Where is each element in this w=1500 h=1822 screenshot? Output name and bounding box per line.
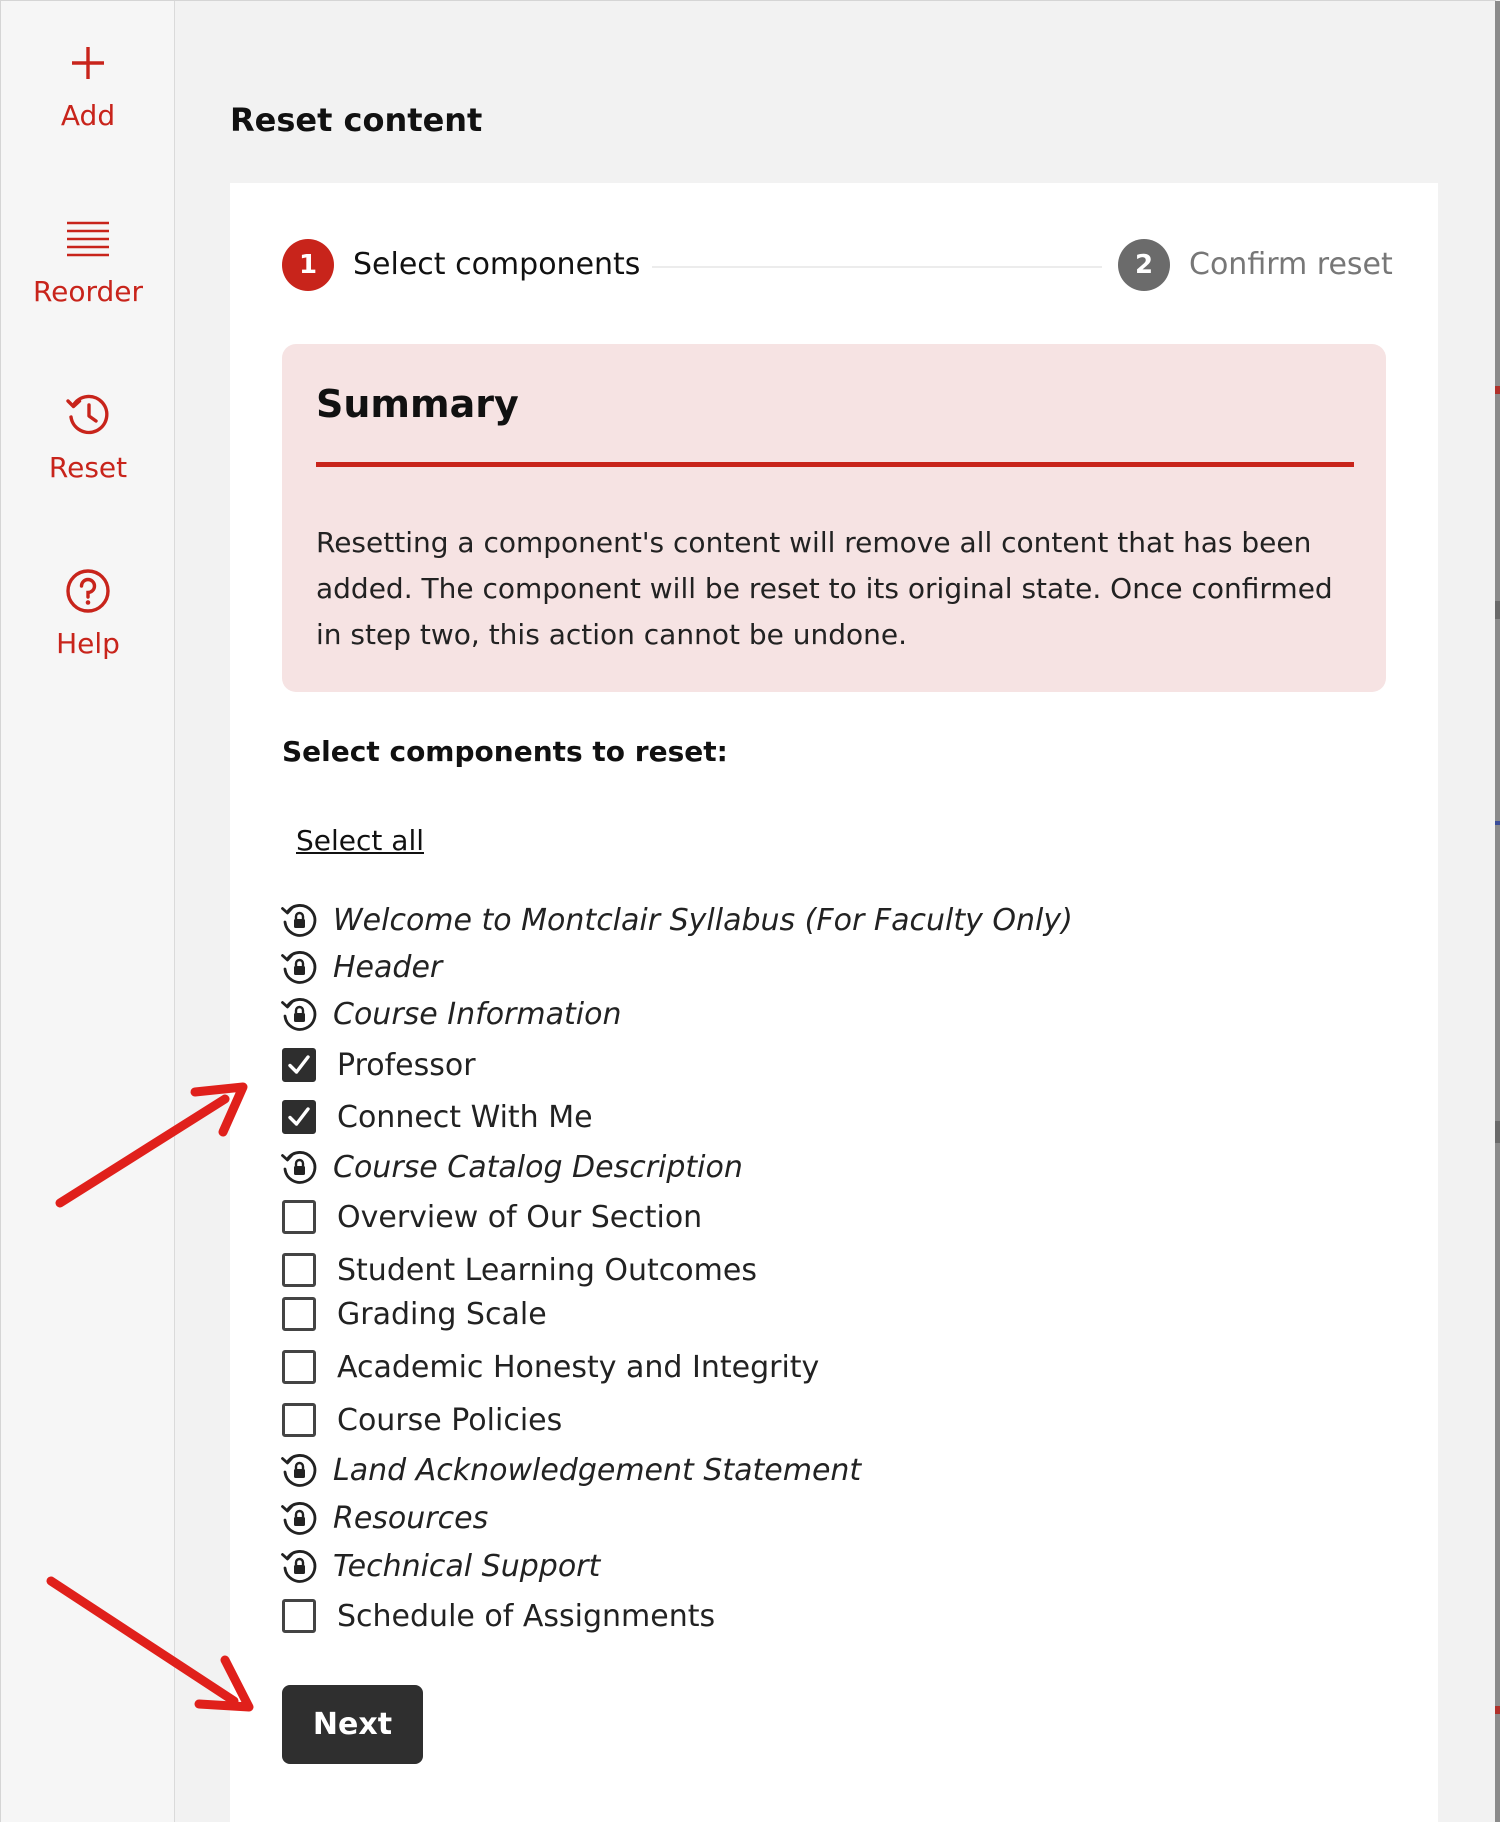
component-row xyxy=(282,947,442,987)
sidebar xyxy=(1,1,175,1822)
component-row[interactable] xyxy=(282,1097,593,1137)
page-title: Reset content xyxy=(230,101,483,139)
component-label: Connect With Me xyxy=(337,1099,593,1135)
component-label: Overview of Our Section xyxy=(337,1199,703,1235)
component-row xyxy=(282,1546,600,1586)
component-label: Resources xyxy=(333,1500,489,1536)
step-1-badge: 1 xyxy=(282,239,334,291)
component-label: Professor xyxy=(337,1047,476,1083)
locked-reset-icon xyxy=(279,1147,319,1187)
locked-reset-icon xyxy=(279,947,319,987)
sidebar-item-reset[interactable] xyxy=(1,391,175,485)
checkbox[interactable] xyxy=(282,1253,316,1287)
checkmark-icon xyxy=(286,1104,312,1130)
checkbox[interactable] xyxy=(282,1599,316,1633)
component-row[interactable] xyxy=(282,1197,702,1237)
component-row[interactable] xyxy=(282,1294,547,1334)
step-1-label: Select components xyxy=(353,247,641,282)
locked-reset-icon xyxy=(279,994,319,1034)
component-row xyxy=(282,900,1073,940)
summary-divider xyxy=(316,462,1354,467)
select-all-link[interactable]: Select all xyxy=(296,824,424,857)
component-row[interactable] xyxy=(282,1045,476,1085)
locked-reset-icon xyxy=(279,1450,319,1490)
components-heading: Select components to reset: xyxy=(282,735,728,768)
component-label: Schedule of Assignments xyxy=(337,1598,716,1634)
component-row xyxy=(282,1450,861,1490)
component-label: Welcome to Montclair Syllabus (For Faculty Only) xyxy=(333,902,1073,938)
component-row[interactable] xyxy=(282,1400,562,1440)
stepper-connector xyxy=(652,266,1102,268)
component-label: Course Policies xyxy=(337,1402,563,1438)
sidebar-item-add[interactable] xyxy=(1,39,175,133)
component-label: Student Learning Outcomes xyxy=(337,1252,757,1288)
checkbox[interactable] xyxy=(282,1200,316,1234)
component-row xyxy=(282,1498,488,1538)
component-label: Land Acknowledgement Statement xyxy=(333,1452,862,1488)
history-icon xyxy=(64,391,112,439)
component-label: Technical Support xyxy=(333,1548,601,1584)
component-row[interactable] xyxy=(282,1596,715,1636)
component-row[interactable] xyxy=(282,1347,819,1387)
sidebar-item-label: Reset xyxy=(48,451,128,484)
component-row xyxy=(282,994,621,1034)
locked-reset-icon xyxy=(279,1498,319,1538)
sidebar-item-label: Add xyxy=(60,99,116,132)
component-label: Course Information xyxy=(333,996,622,1032)
next-button[interactable]: Next xyxy=(282,1685,423,1764)
summary-title: Summary xyxy=(316,382,519,426)
summary-text: Resetting a component's content will remove all content that has been added. The component will be reset to its original state. Once confirmed in step two, this action cannot be undone. xyxy=(316,526,1333,651)
step-2-badge: 2 xyxy=(1118,239,1170,291)
component-label: Header xyxy=(333,949,443,985)
checkmark-icon xyxy=(286,1052,312,1078)
component-row[interactable] xyxy=(282,1250,757,1290)
checkbox[interactable] xyxy=(282,1403,316,1437)
locked-reset-icon xyxy=(279,1546,319,1586)
step-2-label: Confirm reset xyxy=(1189,247,1393,282)
sidebar-item-reorder[interactable] xyxy=(1,215,175,309)
sidebar-item-label: Help xyxy=(56,627,120,660)
checkbox[interactable] xyxy=(282,1350,316,1384)
component-label: Grading Scale xyxy=(337,1296,547,1332)
plus-icon xyxy=(64,39,112,87)
component-label: Academic Honesty and Integrity xyxy=(337,1349,820,1385)
list-icon xyxy=(64,215,112,263)
question-circle-icon xyxy=(64,567,112,615)
component-label: Course Catalog Description xyxy=(333,1149,743,1185)
checkbox-checked[interactable] xyxy=(282,1048,316,1082)
checkbox[interactable] xyxy=(282,1297,316,1331)
locked-reset-icon xyxy=(279,900,319,940)
window-edge xyxy=(1495,1,1500,1822)
sidebar-item-label: Reorder xyxy=(32,275,144,308)
sidebar-item-help[interactable] xyxy=(1,567,175,661)
checkbox-checked[interactable] xyxy=(282,1100,316,1134)
component-row xyxy=(282,1147,743,1187)
